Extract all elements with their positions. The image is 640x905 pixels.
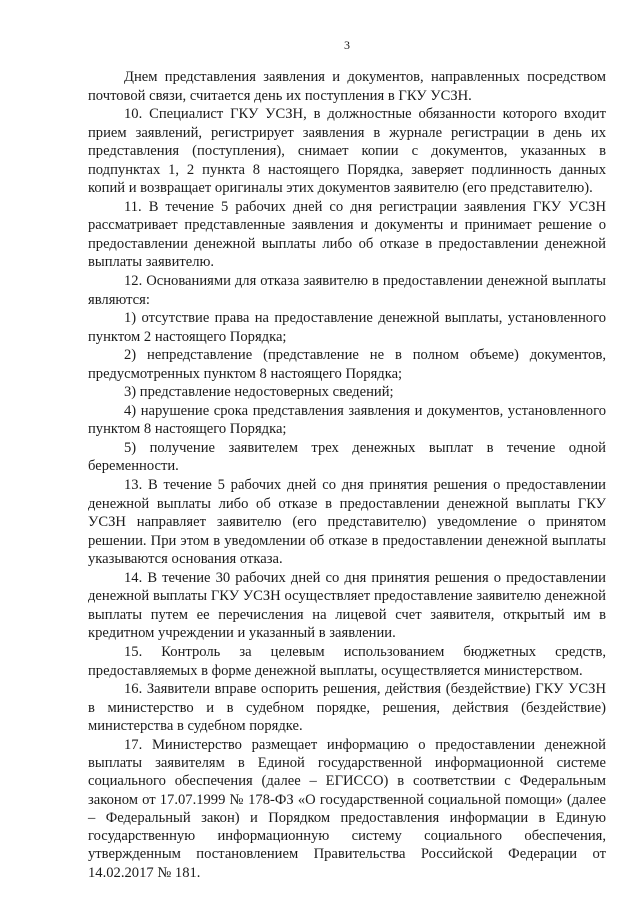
list-item-4: 4) нарушение срока представления заявления и документов, установленного пунктом 8 настоящего Порядка; <box>88 402 606 438</box>
paragraph-12: 12. Основаниями для отказа заявителю в предоставлении денежной выплаты являются: <box>88 273 606 308</box>
list-item-1: 1) отсутствие права на предоставление денежной выплаты, установленного пунктом 2 настоящего Порядка; <box>88 310 606 345</box>
paragraph-13: 13. В течение 5 рабочих дней со дня принятия решения о предоставлении денежной выплаты либо об отказе в предоставлении денежной выплаты ГКУ УСЗН направляет заявителю (его представителю) уведомление о принятом решении. При этом в уведомлении об отказе в предоставлении денежной выплаты указываются основания отказа. <box>88 477 606 568</box>
paragraph-11: 11. В течение 5 рабочих дней со дня регистрации заявления ГКУ УСЗН рассматривает представленные заявления и документы и принимает решение о предоставлении денежной выплаты либо об отказе в предоставлении денежной выплаты заявителю. <box>88 198 606 271</box>
list-item-3: 3) представление недостоверных сведений; <box>124 384 394 401</box>
paragraph-16: 16. Заявители вправе оспорить решения, действия (бездействие) ГКУ УСЗН в министерство и в судебном порядке, решения, действия (бездействие) министерства в судебном порядке. <box>88 681 606 735</box>
list-item-5: 5) получение заявителем трех денежных выплат в течение одной беременности. <box>88 439 606 475</box>
paragraph-17: 17. Министерство размещает информацию о предоставлении денежной выплаты заявителям в Единой государственной информационной системе социального обеспечения (далее – ЕГИССО) в соответствии с Федеральным законом от 17.07.1999 № 178-ФЗ «О государственной социальной помощи» (далее – Федеральный закон) и Порядком предоставления информации в Единую государственную информационную систему социального обеспечения, утвержденным постановлением Правительства Российской Федерации от 14.02.2017 № 181. <box>88 736 606 881</box>
paragraph-10: 10. Специалист ГКУ УСЗН, в должностные обязанности которого входит прием заявлений, регистрирует заявления в журнале регистрации в день их представления (поступления), снимает копии с документов, указанных в подпунктах 1, 2 пункта 8 настоящего Порядка, заверяет подлинность данных копий и возвращает оригиналы этих документов заявителю (его представителю). <box>88 106 606 197</box>
paragraph-postal-date: Днем представления заявления и документов, направленных посредством почтовой связи, считается день их поступления в ГКУ УСЗН. <box>88 69 606 104</box>
paragraph-14: 14. В течение 30 рабочих дней со дня принятия решения о предоставлении денежной выплаты ГКУ УСЗН осуществляет предоставление заявителю денежной выплаты путем ее перечисления на лицевой счет заявителя, открытый им в кредитном учреждении и указанный в заявлении. <box>88 569 606 642</box>
list-item-2: 2) непредставление (представление не в полном объеме) документов, предусмотренных пунктом 8 настоящего Порядка; <box>88 347 606 382</box>
page-number: 3 <box>344 38 350 52</box>
paragraph-15: 15. Контроль за целевым использованием бюджетных средств, предоставляемых в форме денежной выплаты, осуществляется министерством. <box>88 643 606 679</box>
